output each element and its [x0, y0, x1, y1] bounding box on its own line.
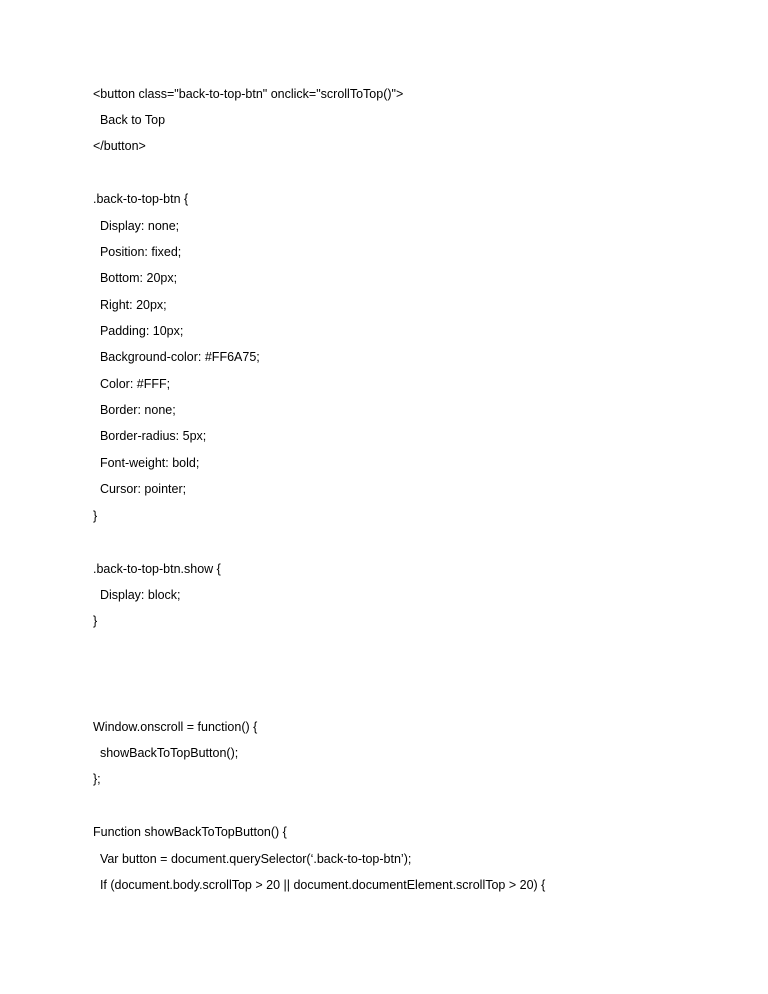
text-line: Window.onscroll = function() { — [93, 720, 258, 734]
text-line: Border: none; — [93, 403, 176, 417]
text-line: Display: none; — [93, 219, 180, 233]
text-line: Cursor: pointer; — [93, 482, 187, 496]
text-line: <button class="back-to-top-btn" onclick="scrollToTop()"> — [93, 87, 404, 101]
text-line: Back to Top — [93, 113, 166, 127]
text-line: } — [93, 509, 98, 523]
text-line: Padding: 10px; — [93, 324, 184, 338]
text-line: Color: #FFF; — [93, 377, 171, 391]
text-line: Background-color: #FF6A75; — [93, 350, 260, 364]
text-line: }; — [93, 772, 101, 786]
text-line: Bottom: 20px; — [93, 271, 178, 285]
text-line: showBackToTopButton(); — [93, 746, 239, 760]
text-line: </button> — [93, 139, 146, 153]
text-line: .back-to-top-btn.show { — [93, 562, 221, 576]
text-line: Font-weight: bold; — [93, 456, 200, 470]
text-line: Border-radius: 5px; — [93, 429, 207, 443]
text-line: Var button = document.querySelector(‘.back-to-top-btn’); — [93, 852, 412, 866]
text-line: Function showBackToTopButton() { — [93, 825, 287, 839]
text-line: .back-to-top-btn { — [93, 192, 189, 206]
text-line: If (document.body.scrollTop > 20 || document.documentElement.scrollTop > 20) { — [93, 878, 546, 892]
text-line: Position: fixed; — [93, 245, 182, 259]
text-line: Display: block; — [93, 588, 181, 602]
text-line: Right: 20px; — [93, 298, 167, 312]
text-line: } — [93, 614, 98, 628]
